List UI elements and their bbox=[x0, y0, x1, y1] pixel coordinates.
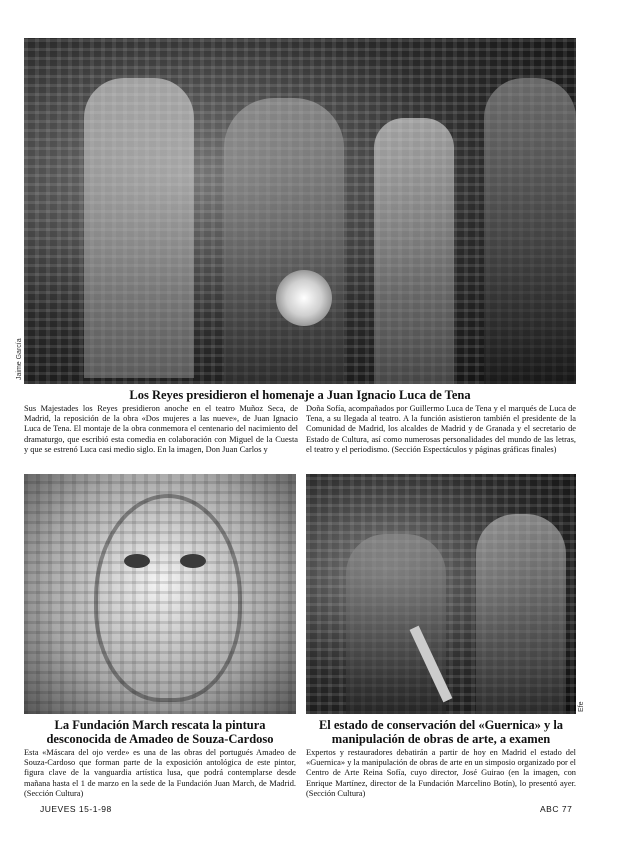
right-story-body-text: Expertos y restauradores debatirán a partir de hoy en Madrid el estado del «Guernica» y la manipulación de obras de arte en un simposio organizado por el Centro de Arte Reina Sofía, cuyo director, José Guirao (en la imagen, con Enrique Martínez, director de la Fundación Marcelino Botín), lo presentó ayer. (Sección Cultura) bbox=[306, 748, 576, 798]
top-photo bbox=[24, 38, 576, 384]
man-right-silhouette bbox=[476, 514, 566, 714]
mask-face-shape bbox=[94, 494, 242, 702]
top-story-column-1 bbox=[24, 404, 298, 455]
figure-host-silhouette bbox=[374, 118, 454, 384]
right-story-body bbox=[306, 748, 576, 799]
right-photo-press bbox=[306, 474, 576, 714]
footer-page: ABC 77 bbox=[540, 804, 573, 814]
left-story-title: La Fundación March rescata la pintura desconocida de Amadeo de Souza-Cardoso bbox=[46, 718, 274, 746]
top-photo-credit: Jaime García bbox=[16, 338, 23, 380]
figure-right-silhouette bbox=[484, 78, 576, 384]
right-photo-credit: Efe bbox=[578, 701, 585, 712]
mask-right-eye bbox=[180, 554, 206, 568]
top-story-column-2-text: Doña Sofía, acompañados por Guillermo Luca de Tena y el marqués de Luca de Tena, a su llegada al teatro. A la función asistieron también el presidente de la Comunidad de Madrid, los alcaldes de Madrid y de Granada y el secretario de Estado de Cultura, así como numerosas personalidades del mundo de las letras, el teatro y el periodismo. (Sección Espectáculos y páginas gráficas finales) bbox=[306, 404, 576, 454]
left-story-body-text: Esta «Máscara del ojo verde» es una de las obras del portugués Amadeo de Souza-Cardoso que forman parte de la exposición antológica de este pintor, figura clave de la vanguardia artística lusa, que podrá contemplarse desde mañana hasta el 1 de marzo en la sede de la Fundación Juan March, de Madrid. (Sección Cultura) bbox=[24, 748, 296, 798]
top-story-title: Los Reyes presidieron el homenaje a Juan Ignacio Luca de Tena bbox=[129, 388, 471, 402]
left-photo-painting bbox=[24, 474, 296, 714]
right-story-title: El estado de conservación del «Guernica» y la manipulación de obras de arte, a examen bbox=[318, 718, 564, 746]
top-story-column-2 bbox=[306, 404, 576, 455]
mask-left-eye bbox=[124, 554, 150, 568]
figure-king-silhouette bbox=[84, 78, 194, 378]
flower-bouquet bbox=[276, 270, 332, 326]
man-left-silhouette bbox=[346, 534, 446, 714]
left-story-body bbox=[24, 748, 296, 799]
footer-date: JUEVES 15-1-98 bbox=[40, 804, 112, 814]
top-story-column-1-text: Sus Majestades los Reyes presidieron anoche en el teatro Muñoz Seca, de Madrid, la reposición de la obra «Dos mujeres a las nueve», de Juan Ignacio Luca de Tena. El montaje de la obra conmemora el centenario del nacimiento del dramaturgo, que escribió esta comedia en colaboración con Miguel de la Cuesta y que se estrenó Luca casi medio siglo. En la imagen, Don Juan Carlos y bbox=[24, 404, 298, 454]
figure-queen-silhouette bbox=[224, 98, 344, 384]
